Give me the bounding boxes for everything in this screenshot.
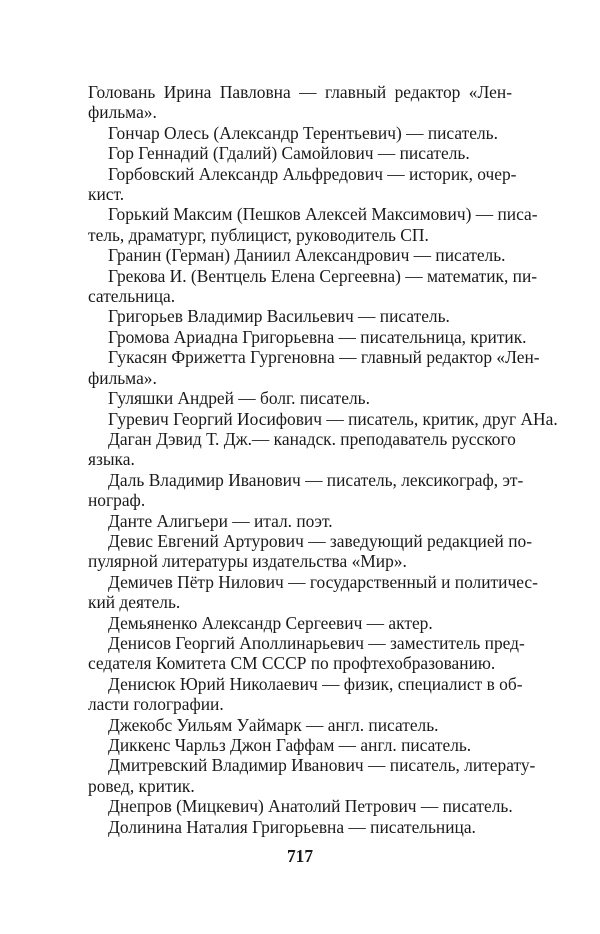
index-of-names xyxy=(88,82,558,837)
entry-line: тель, драматург, публицист, руководитель СП. xyxy=(88,224,429,245)
index-entry xyxy=(88,613,512,633)
index-entry xyxy=(88,123,512,143)
entry-line: фильма». xyxy=(88,102,157,123)
entry-line: Даль Владимир Иванович — писатель, лексикограф, эт- xyxy=(108,469,524,490)
index-entry xyxy=(88,204,538,245)
entry-line: Головань Ирина Павловна — главный редактор «Лен- xyxy=(88,82,512,102)
entry-line: Горбовский Александр Альфредович — историк, очер- xyxy=(108,163,517,184)
entry-line: Григорьев Владимир Васильевич — писатель. xyxy=(108,306,450,327)
entry-line: Гор Геннадий (Гдалий) Самойлович — писатель. xyxy=(108,143,470,164)
index-entry xyxy=(88,347,540,388)
index-entry xyxy=(88,796,512,816)
entry-line: языка. xyxy=(88,449,135,470)
entry-line: Днепров (Мицкевич) Анатолий Петрович — писатель. xyxy=(108,796,513,817)
index-entry xyxy=(88,469,524,511)
entry-line: Грекова И. (Вентцель Елена Сергеевна) — математик, пи- xyxy=(108,265,538,286)
entry-line: кист. xyxy=(88,184,125,205)
index-entry xyxy=(88,817,512,837)
index-entry xyxy=(88,511,512,531)
entry-line: Гукасян Фрижетта Гургеновна — главный редактор «Лен- xyxy=(108,347,540,368)
entry-line: седателя Комитета СМ СССР по профтехобразованию. xyxy=(88,653,496,674)
entry-line: Джекобс Уильям Уаймарк — англ. писатель. xyxy=(108,714,439,735)
entry-line: Диккенс Чарльз Джон Гаффам — англ. писатель. xyxy=(108,735,472,755)
index-entry xyxy=(88,715,512,735)
index-entry xyxy=(88,632,525,674)
index-entry xyxy=(88,571,538,613)
index-entry xyxy=(88,673,523,715)
entry-line: Гончар Олесь (Александр Терентьевич) — писатель. xyxy=(108,122,498,143)
index-entry xyxy=(88,82,512,123)
entry-line: Гуляшки Андрей — болг. писатель. xyxy=(108,388,370,409)
entry-line: пулярной литературы издательства «Мир». xyxy=(88,551,407,572)
entry-line: Дмитревский Владимир Иванович — писатель, литерату- xyxy=(108,755,536,776)
index-entry xyxy=(88,245,512,265)
entry-line: ласти голографии. xyxy=(88,694,224,715)
entry-line: ровед, критик. xyxy=(88,775,195,796)
entry-line: Девис Евгений Артурович — заведующий редакцией по- xyxy=(108,530,532,551)
index-entry xyxy=(88,306,512,326)
index-entry xyxy=(88,265,538,307)
entry-line: сательница. xyxy=(88,286,176,307)
entry-line: Громова Ариадна Григорьевна — писательница, критик. xyxy=(108,326,527,347)
index-entry xyxy=(88,388,512,408)
entry-line: Демьяненко Александр Сергеевич — актер. xyxy=(108,612,433,633)
entry-line: Горький Максим (Пешков Алексей Максимович) — писа- xyxy=(108,204,538,225)
index-entry xyxy=(88,428,516,470)
index-entry xyxy=(88,735,512,755)
index-entry xyxy=(88,143,512,163)
page-number: 717 xyxy=(286,846,314,866)
entry-line: Гранин (Герман) Даниил Александрович — писатель. xyxy=(108,245,506,266)
entry-line: Денисюк Юрий Николаевич — физик, специалист в об- xyxy=(108,673,523,694)
entry-line: нограф. xyxy=(88,490,146,511)
entry-line: Денисов Георгий Аполлинарьевич — заместитель пред- xyxy=(108,632,525,653)
entry-line: кий деятель. xyxy=(88,592,181,613)
entry-line: Даган Дэвид Т. Дж.— канадск. преподаватель русского xyxy=(108,428,516,449)
entry-line: Демичев Пётр Нилович — государственный и политичес- xyxy=(108,571,538,592)
index-entry xyxy=(88,530,532,572)
index-entry xyxy=(88,163,517,205)
entry-line: Гуревич Георгий Иосифович — писатель, критик, друг АНа. xyxy=(108,408,558,429)
entry-line: Долинина Наталия Григорьевна — писательница. xyxy=(108,816,476,837)
entry-line: Данте Алигьери — итал. поэт. xyxy=(108,510,333,531)
index-entry xyxy=(88,755,536,796)
index-entry xyxy=(88,326,527,347)
entry-line: фильма». xyxy=(88,367,157,388)
index-entry xyxy=(88,408,558,429)
